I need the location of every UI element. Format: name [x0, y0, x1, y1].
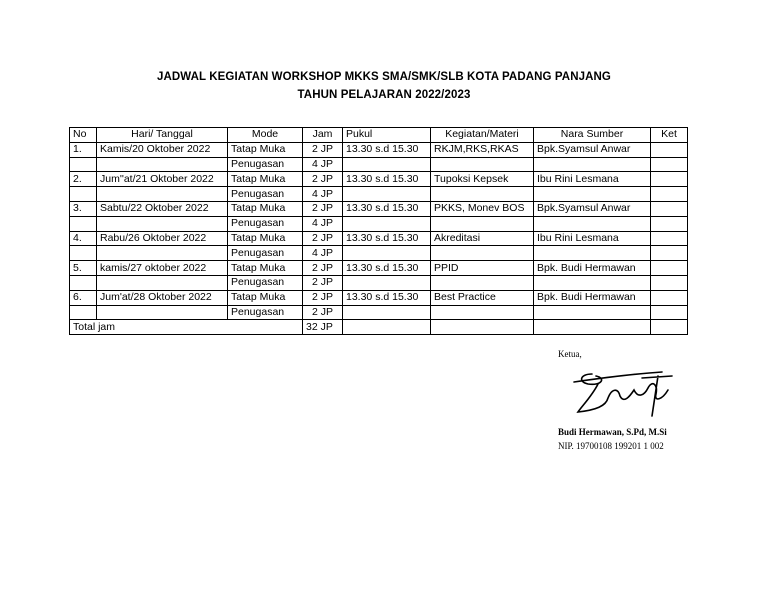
- cell-mode: Tatap Muka: [228, 142, 303, 157]
- cell-hari-tanggal: kamis/27 oktober 2022: [97, 261, 228, 276]
- table-row: [70, 187, 688, 202]
- table-header-row: [70, 128, 688, 143]
- cell-ket: [651, 216, 688, 231]
- header-ket: Ket: [651, 128, 688, 143]
- table-cell: [534, 320, 651, 335]
- cell-pukul: [343, 187, 431, 202]
- table-row: [70, 157, 688, 172]
- handwritten-signature: [572, 366, 680, 422]
- cell-ket: [651, 172, 688, 187]
- cell-no: 3.: [70, 201, 97, 216]
- cell-pukul: [343, 216, 431, 231]
- table-row-total: [70, 320, 688, 335]
- cell-no: [70, 246, 97, 261]
- cell-ket: [651, 187, 688, 202]
- cell-ket: [651, 290, 688, 305]
- cell-ket: [651, 246, 688, 261]
- cell-ket: [651, 261, 688, 276]
- cell-mode: Tatap Muka: [228, 261, 303, 276]
- cell-kegiatan: [431, 275, 534, 290]
- cell-kegiatan: Akreditasi: [431, 231, 534, 246]
- table-row: [70, 290, 688, 305]
- cell-ket: [651, 275, 688, 290]
- cell-ket: [651, 201, 688, 216]
- cell-kegiatan: [431, 305, 534, 320]
- cell-ket: [651, 157, 688, 172]
- cell-hari-tanggal: Rabu/26 Oktober 2022: [97, 231, 228, 246]
- total-value: 32 JP: [303, 320, 343, 335]
- header-hari-tanggal: Hari/ Tanggal: [97, 128, 228, 143]
- table-row: [70, 216, 688, 231]
- cell-nara-sumber: Bpk.Syamsul Anwar: [534, 201, 651, 216]
- document-subtitle: TAHUN PELAJARAN 2022/2023: [297, 89, 471, 101]
- table-cell: [651, 320, 688, 335]
- cell-hari-tanggal: [97, 157, 228, 172]
- cell-nara-sumber: [534, 157, 651, 172]
- cell-kegiatan: Best Practice: [431, 290, 534, 305]
- header-jam: Jam: [303, 128, 343, 143]
- signature-role: Ketua,: [558, 349, 582, 359]
- cell-jam: 2 JP: [303, 261, 343, 276]
- document-title: JADWAL KEGIATAN WORKSHOP MKKS SMA/SMK/SLB KOTA PADANG PANJANG: [157, 71, 611, 83]
- table-row: [70, 261, 688, 276]
- cell-mode: Tatap Muka: [228, 201, 303, 216]
- cell-pukul: [343, 157, 431, 172]
- cell-jam: 2 JP: [303, 231, 343, 246]
- cell-pukul: [343, 305, 431, 320]
- table-row: [70, 142, 688, 157]
- cell-nara-sumber: Bpk.Syamsul Anwar: [534, 142, 651, 157]
- cell-hari-tanggal: [97, 275, 228, 290]
- table-row: [70, 275, 688, 290]
- cell-nara-sumber: Ibu Rini Lesmana: [534, 172, 651, 187]
- cell-jam: 2 JP: [303, 305, 343, 320]
- cell-hari-tanggal: Kamis/20 Oktober 2022: [97, 142, 228, 157]
- cell-mode: Tatap Muka: [228, 172, 303, 187]
- header-nara-sumber: Nara Sumber: [534, 128, 651, 143]
- cell-ket: [651, 142, 688, 157]
- schedule-table: [69, 127, 688, 335]
- cell-nara-sumber: Bpk. Budi Hermawan: [534, 290, 651, 305]
- cell-pukul: 13.30 s.d 15.30: [343, 231, 431, 246]
- table-row: [70, 231, 688, 246]
- cell-no: 2.: [70, 172, 97, 187]
- table-row: [70, 201, 688, 216]
- cell-kegiatan: Tupoksi Kepsek: [431, 172, 534, 187]
- header-pukul: Pukul: [343, 128, 431, 143]
- cell-hari-tanggal: [97, 187, 228, 202]
- cell-jam: 2 JP: [303, 142, 343, 157]
- cell-kegiatan: RKJM,RKS,RKAS: [431, 142, 534, 157]
- header-kegiatan-materi: Kegiatan/Materi: [431, 128, 534, 143]
- cell-mode: Tatap Muka: [228, 231, 303, 246]
- cell-mode: Penugasan: [228, 187, 303, 202]
- signatory-name: Budi Hermawan, S.Pd, M.Si: [558, 427, 667, 437]
- cell-mode: Penugasan: [228, 275, 303, 290]
- cell-nara-sumber: [534, 305, 651, 320]
- table-row: [70, 305, 688, 320]
- cell-nara-sumber: Ibu Rini Lesmana: [534, 231, 651, 246]
- cell-mode: Penugasan: [228, 246, 303, 261]
- cell-nara-sumber: Bpk. Budi Hermawan: [534, 261, 651, 276]
- cell-pukul: 13.30 s.d 15.30: [343, 261, 431, 276]
- cell-kegiatan: [431, 157, 534, 172]
- cell-hari-tanggal: [97, 305, 228, 320]
- cell-no: [70, 157, 97, 172]
- cell-no: [70, 187, 97, 202]
- cell-no: [70, 275, 97, 290]
- cell-mode: Penugasan: [228, 216, 303, 231]
- cell-nara-sumber: [534, 187, 651, 202]
- cell-jam: 2 JP: [303, 172, 343, 187]
- cell-pukul: [343, 275, 431, 290]
- cell-pukul: [343, 246, 431, 261]
- table-cell: [431, 320, 534, 335]
- cell-nara-sumber: [534, 246, 651, 261]
- total-label: Total jam: [70, 320, 303, 335]
- cell-no: [70, 305, 97, 320]
- table-row: [70, 172, 688, 187]
- cell-nara-sumber: [534, 275, 651, 290]
- cell-jam: 2 JP: [303, 201, 343, 216]
- cell-kegiatan: PPID: [431, 261, 534, 276]
- cell-no: 1.: [70, 142, 97, 157]
- cell-no: 6.: [70, 290, 97, 305]
- cell-hari-tanggal: [97, 246, 228, 261]
- cell-ket: [651, 305, 688, 320]
- cell-pukul: 13.30 s.d 15.30: [343, 142, 431, 157]
- cell-jam: 2 JP: [303, 290, 343, 305]
- cell-nara-sumber: [534, 216, 651, 231]
- cell-jam: 4 JP: [303, 246, 343, 261]
- cell-pukul: 13.30 s.d 15.30: [343, 172, 431, 187]
- cell-kegiatan: PKKS, Monev BOS: [431, 201, 534, 216]
- cell-pukul: 13.30 s.d 15.30: [343, 201, 431, 216]
- signatory-nip: NIP. 19700108 199201 1 002: [558, 441, 664, 451]
- cell-mode: Penugasan: [228, 157, 303, 172]
- cell-kegiatan: [431, 216, 534, 231]
- cell-ket: [651, 231, 688, 246]
- cell-no: 5.: [70, 261, 97, 276]
- cell-hari-tanggal: Jum'at/28 Oktober 2022: [97, 290, 228, 305]
- table-row: [70, 246, 688, 261]
- cell-hari-tanggal: Jum''at/21 Oktober 2022: [97, 172, 228, 187]
- cell-jam: 4 JP: [303, 157, 343, 172]
- cell-mode: Tatap Muka: [228, 290, 303, 305]
- cell-kegiatan: [431, 246, 534, 261]
- cell-mode: Penugasan: [228, 305, 303, 320]
- cell-jam: 4 JP: [303, 187, 343, 202]
- cell-hari-tanggal: Sabtu/22 Oktober 2022: [97, 201, 228, 216]
- cell-pukul: 13.30 s.d 15.30: [343, 290, 431, 305]
- header-mode: Mode: [228, 128, 303, 143]
- cell-jam: 4 JP: [303, 216, 343, 231]
- cell-no: 4.: [70, 231, 97, 246]
- table-cell: [343, 320, 431, 335]
- header-no: No: [70, 128, 97, 143]
- cell-kegiatan: [431, 187, 534, 202]
- cell-jam: 2 JP: [303, 275, 343, 290]
- cell-hari-tanggal: [97, 216, 228, 231]
- cell-no: [70, 216, 97, 231]
